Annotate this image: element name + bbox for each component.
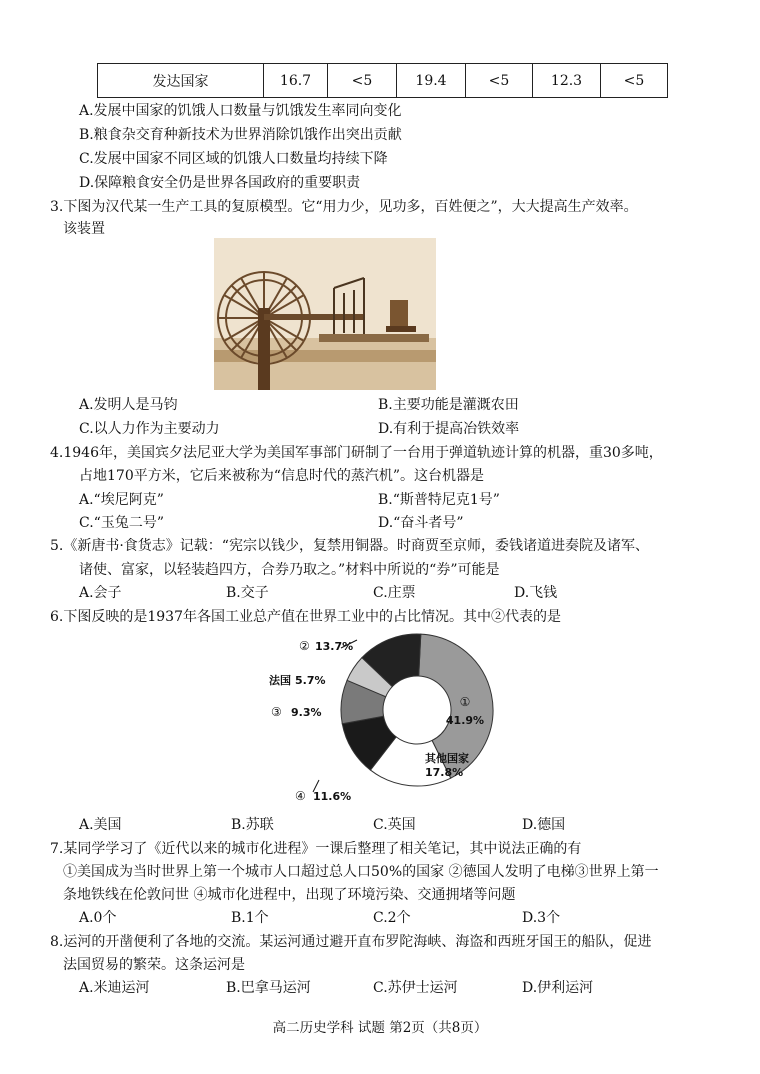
q5-stem: 5.《新唐书·食货志》记载：“宪宗以钱少，复禁用铜器。时商贾至京师，委钱诸道进奏院及诸军、 — [50, 538, 649, 554]
q3-option-a: A.发明人是马钧 — [79, 397, 178, 413]
table-cell: <5 — [328, 64, 397, 98]
q5-option-b: B.交子 — [226, 585, 269, 601]
table-cell: 发达国家 — [98, 64, 264, 98]
q6-stem: 6.下图反映的是1937年各国工业总产值在世界工业中的占比情况。其中②代表的是 — [50, 609, 561, 625]
q2-option-a: A.发展中国家的饥饿人口数量与饥饿发生率同向变化 — [79, 103, 402, 119]
slice-label: ① — [459, 695, 471, 709]
q8-option-a: A.米迪运河 — [79, 980, 150, 996]
table-cell: <5 — [601, 64, 668, 98]
slice-label: ③ — [271, 705, 282, 719]
table-row — [98, 64, 668, 98]
q4-option-d: D.“奋斗者号” — [378, 515, 464, 531]
q5-option-d: D.飞钱 — [514, 585, 558, 601]
slice-label: ② — [299, 639, 310, 653]
slice-value: 11.6% — [313, 790, 352, 803]
q5-option-a: A.会子 — [79, 585, 122, 601]
q3-stem-cont: 该装置 — [63, 221, 105, 237]
slice-value: 17.8% — [425, 766, 464, 779]
q6-option-b: B.苏联 — [231, 817, 274, 833]
q7-stem-cont2: 条地铁线在伦敦问世 ④城市化进程中，出现了环境污染、交通拥堵等问题 — [63, 887, 516, 903]
q3-option-c: C.以人力作为主要动力 — [79, 421, 220, 437]
waterwheel-model-photo — [214, 238, 436, 390]
q3-stem: 3.下图为汉代某一生产工具的复原模型。它“用力少，见功多，百姓便之”，大大提高生产效率。 — [50, 199, 638, 215]
q8-option-d: D.伊利运河 — [522, 980, 594, 996]
q4-option-a: A.“埃尼阿克” — [79, 492, 164, 508]
q8-option-c: C.苏伊士运河 — [373, 980, 458, 996]
q6-option-d: D.德国 — [522, 817, 566, 833]
q2-option-c: C.发展中国家不同区域的饥饿人口数量均持续下降 — [79, 151, 388, 167]
q7-stem: 7.某同学学习了《近代以来的城市化进程》一课后整理了相关笔记，其中说法正确的有 — [50, 841, 582, 857]
q7-option-d: D.3个 — [522, 910, 561, 926]
q4-option-c: C.“玉兔二号” — [79, 515, 164, 531]
industry-share-donut-chart — [255, 630, 515, 805]
q3-option-d: D.有利于提高冶铁效率 — [378, 421, 520, 437]
q7-option-a: A.0个 — [79, 910, 117, 926]
q2-option-b: B.粮食杂交育种新技术为世界消除饥饿作出突出贡献 — [79, 127, 402, 143]
page-footer: 高二历史学科 试题 第2页（共8页） — [272, 1020, 488, 1036]
q4-option-b: B.“斯普特尼克1号” — [378, 492, 500, 508]
slice-value: 41.9% — [445, 714, 485, 727]
q4-stem: 4.1946年，美国宾夕法尼亚大学为美国军事部门研制了一台用于弹道轨迹计算的机器，重30多吨， — [50, 445, 663, 461]
q8-stem-cont: 法国贸易的繁荣。这条运河是 — [63, 957, 245, 973]
slice-value: 9.3% — [291, 706, 322, 719]
table-cell: 19.4 — [397, 64, 466, 98]
slice-value: 13.7% — [315, 640, 354, 653]
q2-option-d: D.保障粮食安全仍是世界各国政府的重要职责 — [79, 175, 361, 191]
q3-option-b: B.主要功能是灌溉农田 — [378, 397, 519, 413]
q8-option-b: B.巴拿马运河 — [226, 980, 311, 996]
q5-stem-cont: 诸使、富家，以轻装趋四方，合券乃取之。”材料中所说的“券”可能是 — [79, 562, 500, 578]
table-cell: 16.7 — [264, 64, 328, 98]
slice-label: 其他国家 — [425, 752, 469, 765]
table-cell: 12.3 — [533, 64, 601, 98]
slice-value: 5.7% — [295, 674, 326, 687]
slice-label: 法国 — [269, 674, 291, 687]
table-cell: <5 — [466, 64, 533, 98]
data-table — [97, 63, 668, 98]
slice-label: ④ — [295, 789, 306, 803]
q5-option-c: C.庄票 — [373, 585, 416, 601]
q6-option-a: A.美国 — [79, 817, 122, 833]
q7-option-b: B.1个 — [231, 910, 269, 926]
q8-stem: 8.运河的开凿便利了各地的交流。某运河通过避开直布罗陀海峡、海盗和西班牙国王的船队，促进 — [50, 934, 652, 950]
q4-stem-cont: 占地170平方米，它后来被称为“信息时代的蒸汽机”。这台机器是 — [79, 468, 485, 484]
q7-stem-cont: ①美国成为当时世界上第一个城市人口超过总人口50%的国家 ②德国人发明了电梯③世界上第一 — [63, 864, 659, 880]
q7-option-c: C.2个 — [373, 910, 411, 926]
q6-option-c: C.英国 — [373, 817, 416, 833]
